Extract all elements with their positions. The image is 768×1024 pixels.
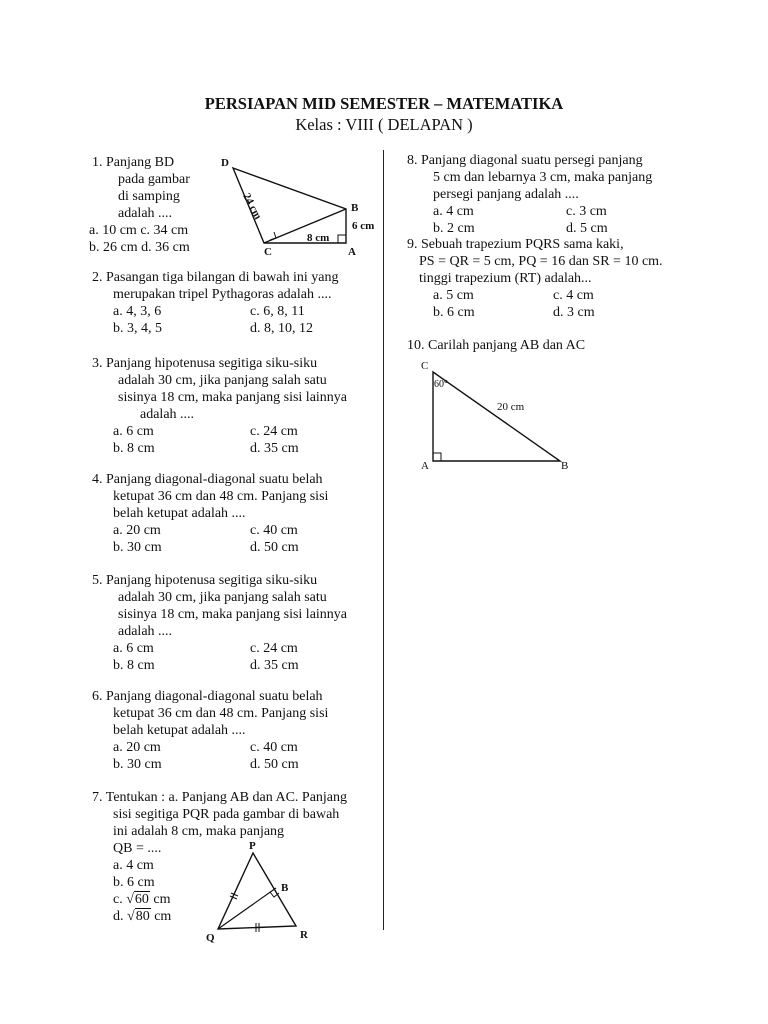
question-10 [407, 337, 585, 354]
option-b: b. 8 cm [113, 658, 155, 673]
option-a: a. 5 cm [433, 288, 474, 303]
option-b: b. 26 cm d. 36 cm [89, 240, 190, 255]
vertex-label-d: D [221, 157, 229, 169]
side-label-ba: 6 cm [352, 220, 375, 232]
question-6-line: belah ketupat adalah .... [113, 723, 246, 738]
vertex-label-c: C [421, 360, 429, 372]
vertex-label-q: Q [206, 932, 215, 944]
question-9-line: tinggi trapezium (RT) adalah... [419, 271, 592, 286]
question-1-line: pada gambar [118, 172, 190, 187]
radicand: 80 [135, 909, 150, 924]
option-d: d. 50 cm [250, 540, 299, 555]
question-8-line: 5 cm dan lebarnya 3 cm, maka panjang [433, 170, 653, 185]
vertex-label-c: C [264, 246, 272, 258]
question-6 [92, 688, 328, 773]
question-8-line: 8. Panjang diagonal suatu persegi panjang [407, 153, 643, 168]
option-a: a. 4 cm [433, 204, 474, 219]
option-d: d. 5 cm [566, 221, 608, 236]
question-3 [92, 355, 347, 457]
option-d-prefix: d. [113, 909, 124, 924]
question-5-line: adalah 30 cm, jika panjang salah satu [118, 590, 327, 605]
option-d-unit: cm [150, 909, 172, 924]
question-1-line: 1. Panjang BD [92, 155, 175, 170]
sqrt-80: √80 [127, 909, 150, 924]
vertex-label-b: B [351, 202, 359, 214]
question-2 [92, 269, 339, 337]
question-2-line: merupakan tripel Pythagoras adalah .... [113, 287, 332, 302]
option-b: b. 6 cm [113, 875, 155, 890]
option-b: b. 8 cm [113, 441, 155, 456]
question-1 [89, 154, 190, 256]
question-6-line: 6. Panjang diagonal-diagonal suatu belah [92, 689, 323, 704]
option-a: a. 6 cm [113, 641, 154, 656]
question-4 [92, 471, 328, 556]
question-10-line: 10. Carilah panjang AB dan AC [407, 338, 586, 353]
option-d: d. 8, 10, 12 [250, 321, 313, 336]
option-a: a. 10 cm c. 34 cm [89, 223, 189, 238]
question-1-line: adalah .... [118, 206, 173, 221]
vertex-label-r: R [300, 929, 308, 941]
question-2-line: 2. Pasangan tiga bilangan di bawah ini yang [92, 270, 339, 285]
question-7 [92, 789, 347, 925]
question-9-line: PS = QR = 5 cm, PQ = 16 dan SR = 10 cm. [419, 254, 663, 269]
vertex-label-a: A [421, 460, 429, 472]
option-b: b. 3, 4, 5 [113, 321, 162, 336]
option-b: b. 2 cm [433, 221, 475, 236]
column-divider [383, 150, 384, 930]
option-c-unit: cm [149, 892, 171, 907]
question-7-line: sisi segitiga PQR pada gambar di bawah [113, 807, 340, 822]
option-a: a. 4, 3, 6 [113, 304, 162, 319]
question-3-line: adalah 30 cm, jika panjang salah satu [118, 373, 327, 388]
option-a: a. 6 cm [113, 424, 154, 439]
option-c: c. 4 cm [553, 288, 594, 303]
option-c: c. 24 cm [250, 641, 298, 656]
question-7-line: ini adalah 8 cm, maka panjang [113, 824, 285, 839]
question-5 [92, 572, 347, 674]
option-a: a. 20 cm [113, 523, 161, 538]
radicand: 60 [134, 892, 149, 907]
side-label-dc: 24 cm [240, 191, 264, 222]
question-7-line: QB = .... [113, 841, 162, 856]
angle-label: 60° [434, 379, 448, 390]
vertex-label-a: A [348, 246, 356, 258]
question-8 [407, 152, 652, 237]
vertex-label-b: B [281, 882, 289, 894]
vertex-label-p: P [249, 840, 256, 852]
question-9 [407, 236, 663, 321]
option-a: a. 20 cm [113, 740, 161, 755]
question-4-line: ketupat 36 cm dan 48 cm. Panjang sisi [113, 489, 329, 504]
option-b: b. 6 cm [433, 305, 475, 320]
option-d: d. 50 cm [250, 757, 299, 772]
option-d: d. 35 cm [250, 658, 299, 673]
question-4-line: belah ketupat adalah .... [113, 506, 246, 521]
option-c: c. 3 cm [566, 204, 607, 219]
option-c: c. 6, 8, 11 [250, 304, 305, 319]
option-d: d. 3 cm [553, 305, 595, 320]
question-6-line: ketupat 36 cm dan 48 cm. Panjang sisi [113, 706, 329, 721]
question-3-line: adalah .... [140, 407, 195, 422]
option-c: c. 24 cm [250, 424, 298, 439]
question-9-line: 9. Sebuah trapezium PQRS sama kaki, [407, 237, 624, 252]
question-8-line: persegi panjang adalah .... [433, 187, 579, 202]
question-3-line: 3. Panjang hipotenusa segitiga siku-siku [92, 356, 318, 371]
question-5-line: adalah .... [118, 624, 173, 639]
option-a: a. 4 cm [113, 858, 154, 873]
page-title: PERSIAPAN MID SEMESTER – MATEMATIKA [204, 94, 564, 113]
question-7-line: 7. Tentukan : a. Panjang AB dan AC. Panjang [92, 790, 348, 805]
question-4-line: 4. Panjang diagonal-diagonal suatu belah [92, 472, 323, 487]
option-c [92, 891, 347, 908]
option-b: b. 30 cm [113, 540, 162, 555]
question-5-line: 5. Panjang hipotenusa segitiga siku-siku [92, 573, 318, 588]
option-d: d. 35 cm [250, 441, 299, 456]
option-b: b. 30 cm [113, 757, 162, 772]
option-c: c. 40 cm [250, 740, 298, 755]
question-5-line: sisinya 18 cm, maka panjang sisi lainnya [118, 607, 348, 622]
side-label-ca: 8 cm [307, 232, 330, 244]
hypotenuse-label: 20 cm [497, 401, 525, 413]
question-3-line: sisinya 18 cm, maka panjang sisi lainnya [118, 390, 348, 405]
vertex-label-b: B [561, 460, 569, 472]
question-1-line: di samping [118, 189, 180, 204]
sqrt-60: √60 [126, 892, 149, 907]
option-c: c. 40 cm [250, 523, 298, 538]
page-subtitle: Kelas : VIII ( DELAPAN ) [295, 115, 473, 134]
option-c-prefix: c. [113, 892, 123, 907]
option-d [92, 908, 347, 925]
